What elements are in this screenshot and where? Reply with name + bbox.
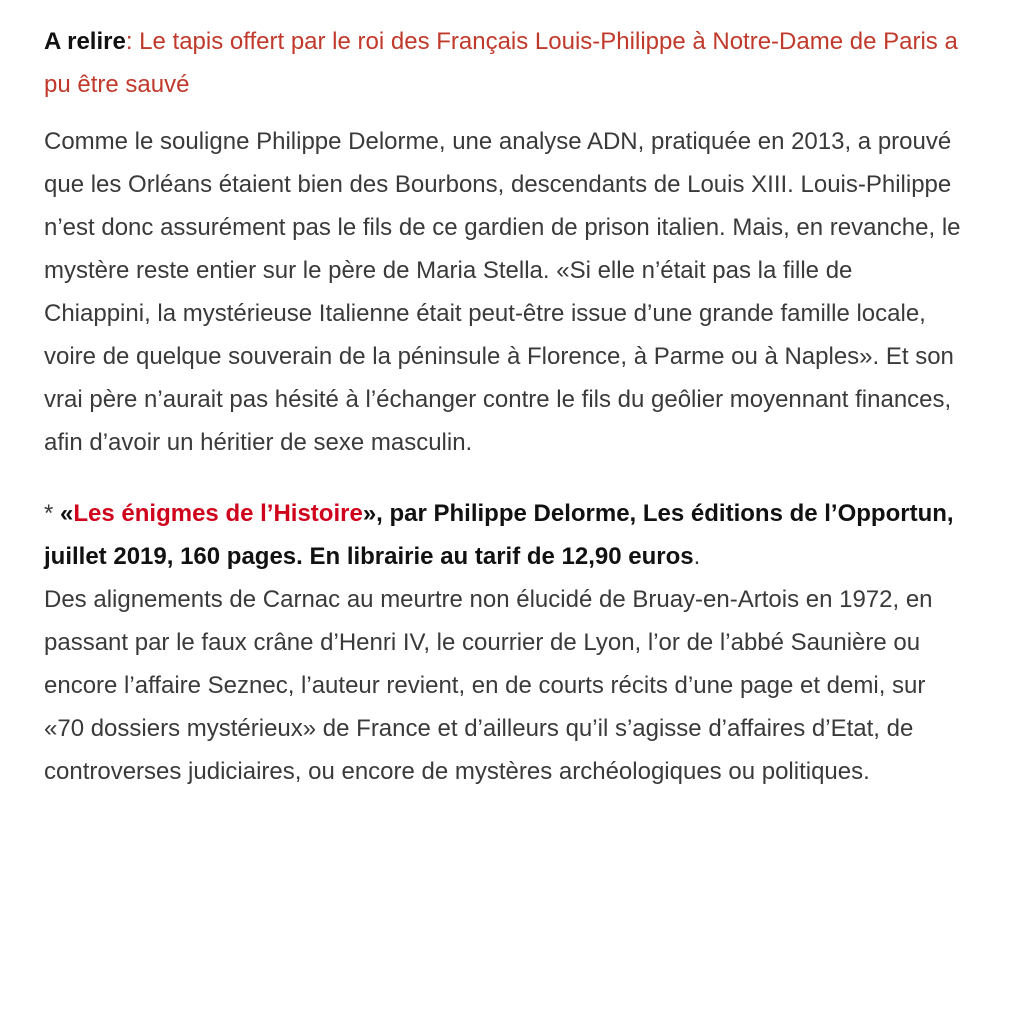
footnote-asterisk: *	[44, 500, 61, 527]
book-description: Des alignements de Carnac au meurtre non élucidé de Bruay-en-Artois en 1972, en passant par le faux crâne d’Henri IV, le courrier de Lyon, l’or de l’abbé Saunière ou encore l’affaire Seznec, l’auteur revient, en de courts récits d’une page et demi, sur «70 dossiers mystérieux» de France et d’ailleurs qu’il s’agisse d’affaires d’Etat, de controverses judiciaires, ou encore de mystères archéologiques ou politiques.	[44, 586, 933, 785]
reread-label: A relire	[44, 28, 126, 55]
article-body	[44, 20, 964, 793]
book-footnote	[44, 492, 964, 793]
reread-separator: :	[125, 28, 140, 55]
article-paragraph: Comme le souligne Philippe Delorme, une analyse ADN, pratiquée en 2013, a prouvé que les Orléans étaient bien des Bourbons, descendants de Louis XIII. Louis-Philippe n’est donc assurément pas le fils de ce gardien de prison italien. Mais, en revanche, le mystère reste entier sur le père de Maria Stella. «Si elle n’était pas la fille de Chiappini, la mystérieuse Italienne était peut-être issue d’une grande famille locale, voire de quelque souverain de la péninsule à Florence, à Parme ou à Naples». Et son vrai père n’aurait pas hésité à l’échanger contre le fils du geôlier moyennant finances, afin d’avoir un héritier de sexe masculin.	[44, 128, 961, 456]
reread-line	[44, 20, 964, 106]
footnote-period: .	[693, 543, 701, 570]
book-reference	[44, 500, 954, 570]
book-title-link[interactable]: Les énigmes de l’Histoire	[73, 500, 363, 527]
related-article-link[interactable]: Le tapis offert par le roi des Français Louis-Philippe à Notre-Dame de Paris a pu être sauvé	[44, 28, 958, 98]
book-details: », par Philippe Delorme, Les éditions de l’Opportun, juillet 2019, 160 pages. En librairie au tarif de 12,90 euros	[44, 500, 954, 570]
quote-open: «	[60, 500, 74, 527]
